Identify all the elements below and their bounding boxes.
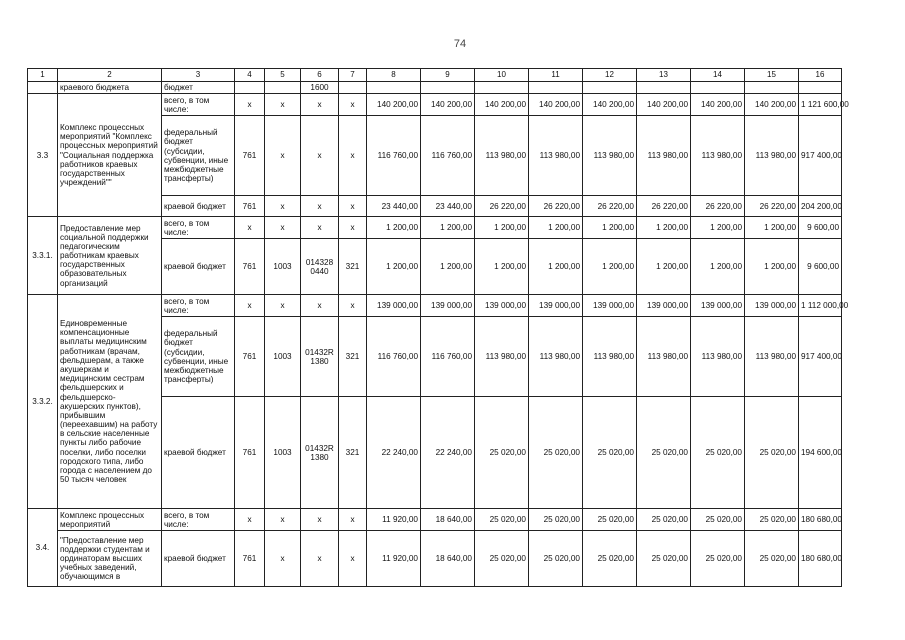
table-cell: x bbox=[265, 196, 301, 217]
amount-cell: 116 760,00 bbox=[367, 116, 421, 196]
amount-cell: 1 200,00 bbox=[475, 217, 529, 239]
section-name: Комплекс процессных мероприятий "Комплекс процессных мероприятий "Социальная поддержка работников краевых государственных учреждений"" bbox=[58, 94, 162, 217]
amount-cell: 1 200,00 bbox=[367, 217, 421, 239]
amount-cell: 113 980,00 bbox=[691, 116, 745, 196]
table-cell: краевого бюджета bbox=[58, 82, 162, 94]
amount-cell: 917 400,00 bbox=[799, 317, 842, 397]
column-header: 8 bbox=[367, 69, 421, 82]
table-cell: x bbox=[265, 509, 301, 531]
amount-cell: 25 020,00 bbox=[475, 509, 529, 531]
amount-cell: 25 020,00 bbox=[529, 509, 583, 531]
table-cell bbox=[691, 82, 745, 94]
table-cell: x bbox=[339, 196, 367, 217]
amount-cell: 1 200,00 bbox=[583, 239, 637, 295]
carry-row bbox=[28, 82, 842, 94]
table-cell bbox=[339, 82, 367, 94]
amount-cell: 113 980,00 bbox=[529, 116, 583, 196]
budget-table bbox=[27, 68, 849, 587]
table-cell: 761 bbox=[235, 239, 265, 295]
amount-cell: 25 020,00 bbox=[475, 531, 529, 587]
amount-cell: 1 200,00 bbox=[745, 239, 799, 295]
table-row bbox=[28, 531, 842, 587]
table-cell: x bbox=[235, 295, 265, 317]
amount-cell: 1 200,00 bbox=[637, 217, 691, 239]
table-cell bbox=[799, 82, 842, 94]
amount-cell: 113 980,00 bbox=[583, 116, 637, 196]
table-cell: 01432R 1380 bbox=[301, 397, 339, 509]
amount-cell: 113 980,00 bbox=[583, 317, 637, 397]
amount-cell: 25 020,00 bbox=[745, 531, 799, 587]
amount-cell: 139 000,00 bbox=[745, 295, 799, 317]
table-cell bbox=[745, 82, 799, 94]
amount-cell: 140 200,00 bbox=[637, 94, 691, 116]
amount-cell: 194 600,00 bbox=[799, 397, 842, 509]
table-cell: 1003 bbox=[265, 317, 301, 397]
table-row bbox=[28, 509, 842, 531]
table-cell: 761 bbox=[235, 116, 265, 196]
table-row bbox=[28, 217, 842, 239]
column-header: 13 bbox=[637, 69, 691, 82]
section-number: 3.4. bbox=[28, 509, 58, 587]
table-cell: x bbox=[265, 94, 301, 116]
amount-cell: 1 112 000,00 bbox=[799, 295, 842, 317]
amount-cell: 116 760,00 bbox=[367, 317, 421, 397]
table-body bbox=[28, 69, 849, 587]
table-cell: x bbox=[301, 295, 339, 317]
amount-cell: 26 220,00 bbox=[475, 196, 529, 217]
source-cell: краевой бюджет bbox=[162, 239, 235, 295]
source-cell: федеральный бюджет (субсидии, субвенции, иные межбюджетные трансферты) bbox=[162, 317, 235, 397]
table-cell: 321 bbox=[339, 317, 367, 397]
table-cell: x bbox=[339, 217, 367, 239]
section-number: 3.3.1. bbox=[28, 217, 58, 295]
table-cell: x bbox=[339, 531, 367, 587]
amount-cell: 139 000,00 bbox=[583, 295, 637, 317]
amount-cell: 26 220,00 bbox=[583, 196, 637, 217]
table-cell: 761 bbox=[235, 196, 265, 217]
table-cell: x bbox=[301, 116, 339, 196]
amount-cell: 140 200,00 bbox=[745, 94, 799, 116]
table-cell: x bbox=[265, 295, 301, 317]
amount-cell: 113 980,00 bbox=[475, 116, 529, 196]
table-cell: x bbox=[301, 196, 339, 217]
amount-cell: 26 220,00 bbox=[745, 196, 799, 217]
section-name: Единовременные компенсационные выплаты медицинским работникам (врачам, фельдшерам, а также акушеркам и медицинским сестрам фельдшерских и фельдшерско-акушерских пунктов), прибывшим (переехавшим) на работу в сельские населенные пункты либо рабочие поселки, либо поселки городского типа, либо города с населением до 50 тысяч человек bbox=[58, 295, 162, 509]
amount-cell: 1 200,00 bbox=[529, 217, 583, 239]
amount-cell: 139 000,00 bbox=[637, 295, 691, 317]
amount-cell: 113 980,00 bbox=[637, 116, 691, 196]
amount-cell: 1 200,00 bbox=[367, 239, 421, 295]
source-cell: всего, в том числе: bbox=[162, 295, 235, 317]
amount-cell: 1 200,00 bbox=[745, 217, 799, 239]
amount-cell: 25 020,00 bbox=[691, 509, 745, 531]
amount-cell: 140 200,00 bbox=[529, 94, 583, 116]
table-cell: x bbox=[265, 116, 301, 196]
column-header: 2 bbox=[58, 69, 162, 82]
section-name: Комплекс процессных мероприятий bbox=[58, 509, 162, 531]
amount-cell: 25 020,00 bbox=[745, 397, 799, 509]
amount-cell: 25 020,00 bbox=[583, 531, 637, 587]
section-name-continued: "Предоставление мер поддержки студентам и ординаторам высших учебных заведений, обучающимся в bbox=[58, 531, 162, 587]
amount-cell: 18 640,00 bbox=[421, 531, 475, 587]
amount-cell: 180 680,00 bbox=[799, 531, 842, 587]
amount-cell: 9 600,00 bbox=[799, 239, 842, 295]
table-cell bbox=[367, 82, 421, 94]
table-cell: x bbox=[301, 217, 339, 239]
amount-cell: 139 000,00 bbox=[529, 295, 583, 317]
amount-cell: 204 200,00 bbox=[799, 196, 842, 217]
section-name: Предоставление мер социальной поддержки педагогическим работникам краевых государственных образовательных организаций bbox=[58, 217, 162, 295]
amount-cell: 140 200,00 bbox=[583, 94, 637, 116]
amount-cell: 25 020,00 bbox=[637, 397, 691, 509]
source-cell: федеральный бюджет (субсидии, субвенции, иные межбюджетные трансферты) bbox=[162, 116, 235, 196]
amount-cell: 11 920,00 bbox=[367, 531, 421, 587]
table-cell: x bbox=[339, 116, 367, 196]
source-cell: краевой бюджет bbox=[162, 531, 235, 587]
amount-cell: 140 200,00 bbox=[691, 94, 745, 116]
amount-cell: 1 200,00 bbox=[529, 239, 583, 295]
amount-cell: 140 200,00 bbox=[475, 94, 529, 116]
column-header: 4 bbox=[235, 69, 265, 82]
table-cell: x bbox=[265, 531, 301, 587]
amount-cell: 917 400,00 bbox=[799, 116, 842, 196]
amount-cell: 25 020,00 bbox=[529, 397, 583, 509]
table-cell bbox=[28, 82, 58, 94]
amount-cell: 9 600,00 bbox=[799, 217, 842, 239]
amount-cell: 26 220,00 bbox=[637, 196, 691, 217]
column-header: 3 bbox=[162, 69, 235, 82]
amount-cell: 1 200,00 bbox=[691, 239, 745, 295]
table-cell: 761 bbox=[235, 397, 265, 509]
column-header: 12 bbox=[583, 69, 637, 82]
table-cell: x bbox=[235, 509, 265, 531]
amount-cell: 25 020,00 bbox=[583, 509, 637, 531]
amount-cell: 25 020,00 bbox=[691, 397, 745, 509]
table-cell: бюджет bbox=[162, 82, 235, 94]
amount-cell: 25 020,00 bbox=[745, 509, 799, 531]
table-cell: x bbox=[301, 531, 339, 587]
amount-cell: 116 760,00 bbox=[421, 116, 475, 196]
amount-cell: 23 440,00 bbox=[421, 196, 475, 217]
table-cell bbox=[265, 82, 301, 94]
amount-cell: 26 220,00 bbox=[529, 196, 583, 217]
column-header: 7 bbox=[339, 69, 367, 82]
amount-cell: 113 980,00 bbox=[637, 317, 691, 397]
table-cell bbox=[235, 82, 265, 94]
table-cell: 1003 bbox=[265, 239, 301, 295]
table-cell: x bbox=[301, 509, 339, 531]
table-cell bbox=[637, 82, 691, 94]
table-cell: 1003 bbox=[265, 397, 301, 509]
amount-cell: 1 200,00 bbox=[421, 217, 475, 239]
column-header: 9 bbox=[421, 69, 475, 82]
amount-cell: 11 920,00 bbox=[367, 509, 421, 531]
amount-cell: 140 200,00 bbox=[421, 94, 475, 116]
table-cell: 014328 0440 bbox=[301, 239, 339, 295]
amount-cell: 113 980,00 bbox=[529, 317, 583, 397]
table-cell: x bbox=[265, 217, 301, 239]
table-cell: 321 bbox=[339, 397, 367, 509]
amount-cell: 25 020,00 bbox=[637, 509, 691, 531]
amount-cell: 25 020,00 bbox=[475, 397, 529, 509]
amount-cell: 1 200,00 bbox=[475, 239, 529, 295]
amount-cell: 116 760,00 bbox=[421, 317, 475, 397]
amount-cell: 25 020,00 bbox=[637, 531, 691, 587]
amount-cell: 25 020,00 bbox=[691, 531, 745, 587]
amount-cell: 1 200,00 bbox=[421, 239, 475, 295]
amount-cell: 26 220,00 bbox=[691, 196, 745, 217]
page-number: 74 bbox=[453, 38, 467, 50]
amount-cell: 113 980,00 bbox=[745, 317, 799, 397]
table-cell: 01432R 1380 bbox=[301, 317, 339, 397]
table-cell: 761 bbox=[235, 531, 265, 587]
table-cell: x bbox=[235, 94, 265, 116]
amount-cell: 113 980,00 bbox=[475, 317, 529, 397]
header-row bbox=[28, 69, 842, 82]
amount-cell: 22 240,00 bbox=[421, 397, 475, 509]
amount-cell: 1 200,00 bbox=[691, 217, 745, 239]
amount-cell: 113 980,00 bbox=[691, 317, 745, 397]
table-cell: 321 bbox=[339, 239, 367, 295]
source-cell: всего, в том числе: bbox=[162, 94, 235, 116]
column-header: 1 bbox=[28, 69, 58, 82]
table-row bbox=[28, 295, 842, 317]
source-cell: краевой бюджет bbox=[162, 196, 235, 217]
table-cell: x bbox=[235, 217, 265, 239]
column-header: 15 bbox=[745, 69, 799, 82]
column-header: 10 bbox=[475, 69, 529, 82]
column-header: 14 bbox=[691, 69, 745, 82]
section-number: 3.3.2. bbox=[28, 295, 58, 509]
amount-cell: 139 000,00 bbox=[691, 295, 745, 317]
amount-cell: 140 200,00 bbox=[367, 94, 421, 116]
amount-cell: 25 020,00 bbox=[583, 397, 637, 509]
amount-cell: 22 240,00 bbox=[367, 397, 421, 509]
table-cell: x bbox=[339, 295, 367, 317]
amount-cell: 18 640,00 bbox=[421, 509, 475, 531]
amount-cell: 1 200,00 bbox=[583, 217, 637, 239]
table-cell bbox=[583, 82, 637, 94]
amount-cell: 1 121 600,00 bbox=[799, 94, 842, 116]
table-cell bbox=[529, 82, 583, 94]
source-cell: краевой бюджет bbox=[162, 397, 235, 509]
table-cell: x bbox=[339, 509, 367, 531]
table-cell: x bbox=[339, 94, 367, 116]
amount-cell: 1 200,00 bbox=[637, 239, 691, 295]
column-header: 16 bbox=[799, 69, 842, 82]
amount-cell: 25 020,00 bbox=[529, 531, 583, 587]
source-cell: всего, в том числе: bbox=[162, 217, 235, 239]
column-header: 11 bbox=[529, 69, 583, 82]
column-header: 5 bbox=[265, 69, 301, 82]
table-row bbox=[28, 94, 842, 116]
amount-cell: 113 980,00 bbox=[745, 116, 799, 196]
amount-cell: 180 680,00 bbox=[799, 509, 842, 531]
source-cell: всего, в том числе: bbox=[162, 509, 235, 531]
section-number: 3.3 bbox=[28, 94, 58, 217]
amount-cell: 23 440,00 bbox=[367, 196, 421, 217]
table-cell bbox=[475, 82, 529, 94]
table-cell: 761 bbox=[235, 317, 265, 397]
table-cell: 1600 bbox=[301, 82, 339, 94]
amount-cell: 139 000,00 bbox=[421, 295, 475, 317]
amount-cell: 139 000,00 bbox=[367, 295, 421, 317]
table-cell: x bbox=[301, 94, 339, 116]
amount-cell: 139 000,00 bbox=[475, 295, 529, 317]
column-header: 6 bbox=[301, 69, 339, 82]
table-cell bbox=[421, 82, 475, 94]
